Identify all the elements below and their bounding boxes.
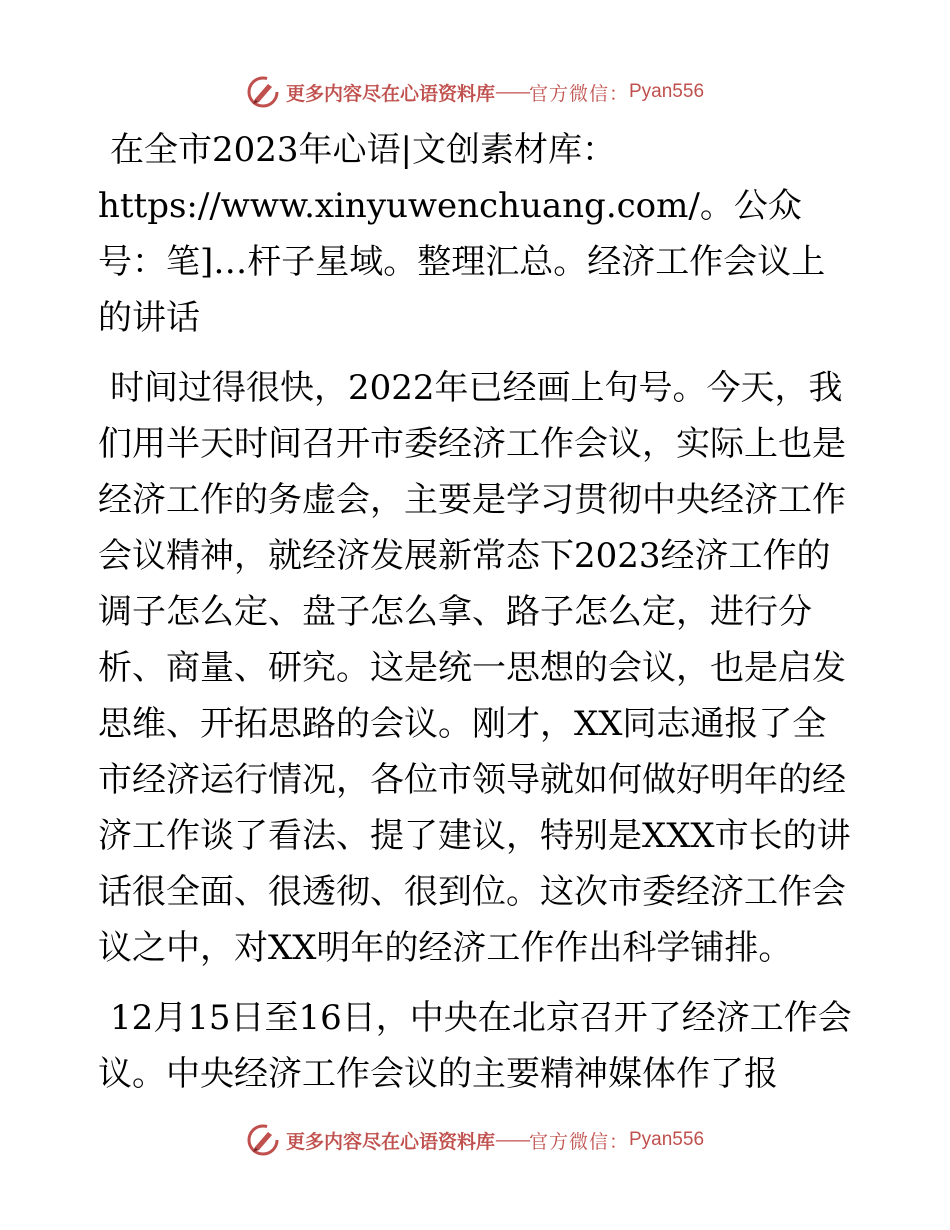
banner-wechat-id: Pyan556 <box>629 1129 705 1150</box>
banner-wechat-label: 官方微信： <box>528 1130 629 1153</box>
paragraph: 12月15日至16日，中央在北京召开了经济工作会议。中央经济工作会议的主要精神媒体作了报 <box>98 998 852 1094</box>
document-body <box>98 122 854 1116</box>
header-banner <box>0 70 950 114</box>
banner-separator: —— <box>494 81 529 103</box>
banner-text: 更多内容尽在心语资料库 <box>285 1130 495 1153</box>
brush-logo-icon <box>246 1123 280 1157</box>
footer-banner <box>0 1118 950 1162</box>
brush-logo-icon <box>246 75 280 109</box>
paragraph: 时间过得很快，2022年已经画上句号。今天，我们用半天时间召开市委经济工作会议，实际上也是经济工作的务虚会，主要是学习贯彻中央经济工作会议精神，就经济发展新常态下2023经济工作的调子怎么定、盘子怎么拿、路子怎么定，进行分析、商量、研究。这是统一思想的会议，也是启发思维、开拓思路的会议。刚才，XX同志通报了全市经济运行情况，各位市领导就如何做好明年的经济工作谈了看法、提了建议，特别是XXX市长的讲话很全面、很透彻、很到位。这次市委经济工作会议之中，对XX明年的经济工作作出科学铺排。 <box>98 368 851 968</box>
paragraph-title: 在全市2023年心语|文创素材库：https://www.xinyuwenchuang.com/。公众号：笔]…杆子星域。整理汇总。经济工作会议上的讲话 <box>98 130 826 338</box>
banner-text: 更多内容尽在心语资料库 <box>285 82 495 105</box>
banner-separator: —— <box>494 1129 529 1151</box>
banner-wechat-label: 官方微信： <box>528 82 629 105</box>
banner-wechat-id: Pyan556 <box>629 81 705 102</box>
